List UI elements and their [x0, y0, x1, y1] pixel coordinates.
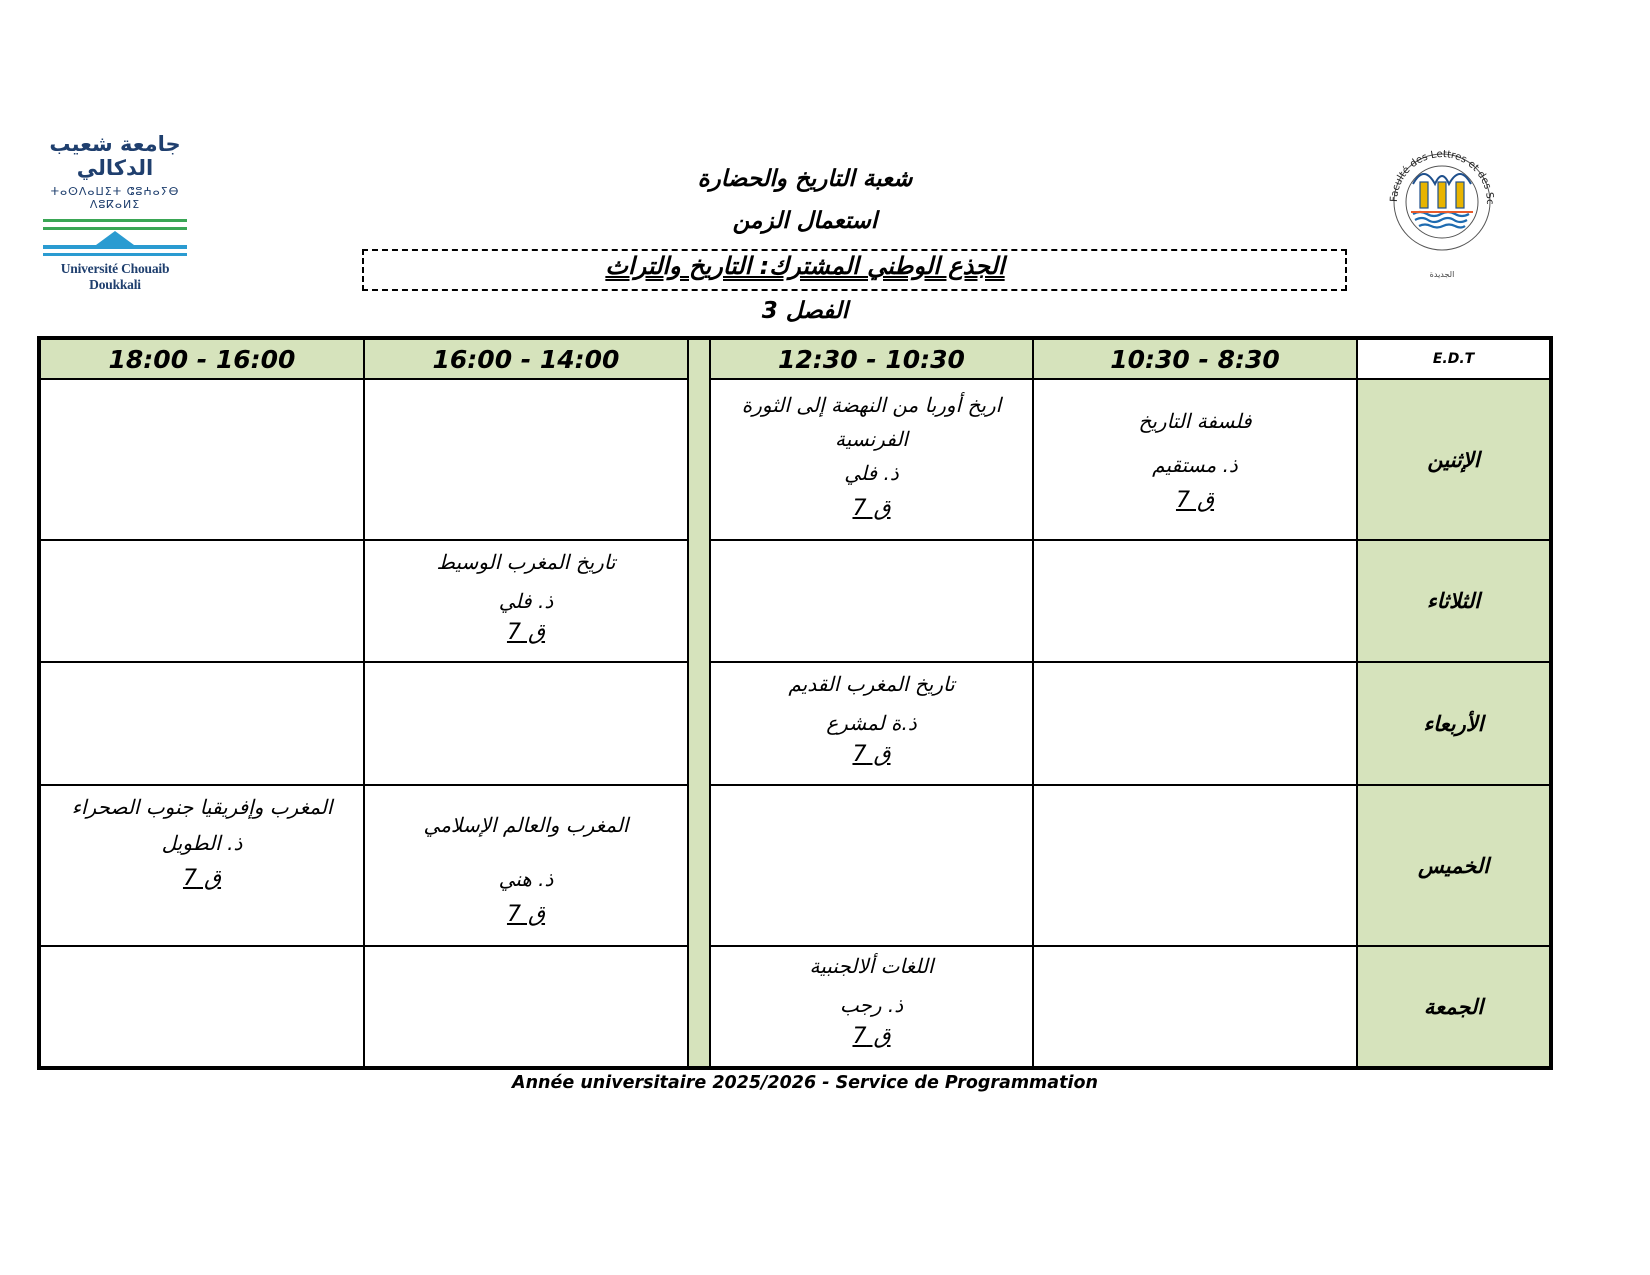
time-slot-header: 18:00 - 16:00	[40, 339, 364, 379]
day-label: الجمعة	[1357, 946, 1550, 1067]
course-cell	[710, 946, 1033, 1067]
semester-title: الفصل 3	[761, 298, 849, 324]
course-teacher: ذ. الطويل	[161, 831, 243, 855]
empty-slot	[1033, 785, 1357, 946]
day-label: الإثنين	[1357, 379, 1550, 540]
day-label: الأربعاء	[1357, 662, 1550, 785]
day-label: الخميس	[1357, 785, 1550, 946]
course-cell	[1033, 379, 1357, 540]
empty-slot	[364, 946, 688, 1067]
seal-caption: الجديدة	[1429, 270, 1455, 279]
time-slot-header: 16:00 - 14:00	[364, 339, 688, 379]
track-title: الجذع الوطني المشترك: التاريخ والتراث	[605, 252, 1005, 280]
course-room: ق 7	[506, 620, 546, 645]
course-teacher: ذ.ة لمشرع	[826, 711, 917, 735]
course-title: تاريخ المغرب القديم	[788, 672, 955, 696]
course-title: اريخ أوربا من النهضة إلى الثورة الفرنسية	[741, 393, 1002, 451]
course-teacher: ذ. هني	[498, 867, 554, 891]
course-room: ق 7	[852, 742, 891, 767]
course-cell	[364, 540, 688, 662]
faculty-seal-icon	[1383, 132, 1501, 272]
course-room: ق 7	[506, 902, 546, 927]
department-title: شعبة التاريخ والحضارة	[697, 166, 913, 192]
time-slot-header: 10:30 - 8:30	[1033, 339, 1357, 379]
empty-slot	[364, 662, 688, 785]
day-label: الثلاثاء	[1357, 540, 1550, 662]
timetable	[37, 336, 1553, 1070]
lunch-separator	[688, 339, 710, 1067]
course-cell	[710, 379, 1033, 540]
time-slot-header: 12:30 - 10:30	[710, 339, 1033, 379]
empty-slot	[710, 540, 1033, 662]
empty-slot	[40, 540, 364, 662]
course-teacher: ذ. فلي	[844, 461, 899, 485]
course-teacher: ذ. فلي	[498, 589, 554, 613]
course-title: المغرب وإفريقيا جنوب الصحراء	[71, 795, 333, 819]
empty-slot	[40, 946, 364, 1067]
course-title: تاريخ المغرب الوسيط	[436, 550, 616, 574]
edt-corner-label: E.D.T	[1357, 339, 1550, 379]
empty-slot	[1033, 540, 1357, 662]
course-room: ق 7	[852, 1024, 891, 1049]
empty-slot	[1033, 946, 1357, 1067]
course-teacher: ذ. رجب	[839, 993, 904, 1017]
empty-slot	[40, 662, 364, 785]
course-title: فلسفة التاريخ	[1138, 409, 1252, 433]
course-room: ق 7	[1175, 488, 1215, 513]
empty-slot	[1033, 662, 1357, 785]
course-cell	[710, 662, 1033, 785]
course-teacher: ذ. مستقيم	[1152, 453, 1238, 477]
university-logo	[40, 132, 190, 292]
course-room: ق 7	[852, 496, 891, 521]
university-french-name: Université Chouaib Doukkali	[60, 261, 170, 292]
empty-slot	[40, 379, 364, 540]
footer-text: Année universitaire 2025/2026 - Service de Programmation	[512, 1073, 1098, 1093]
course-cell	[40, 785, 364, 946]
seal-arc-text: Faculté des Lettres et des Sc	[1388, 148, 1496, 205]
course-title: اللغات ألالجنبية	[809, 954, 934, 978]
empty-slot	[364, 379, 688, 540]
schedule-title: استعمال الزمن	[732, 208, 878, 234]
empty-slot	[710, 785, 1033, 946]
course-title: المغرب والعالم الإسلامي	[423, 813, 629, 837]
university-tifinagh-name: ⵜⴰⵙⴷⴰⵡⵉⵜ ⵛⵓⵄⴰⵢⴱ ⴷⵓⴽⴰⵍⵉ	[50, 185, 180, 211]
course-cell	[364, 785, 688, 946]
course-room: ق 7	[182, 866, 222, 891]
university-arabic-name: جامعة شعيب الدكالي	[49, 132, 181, 180]
